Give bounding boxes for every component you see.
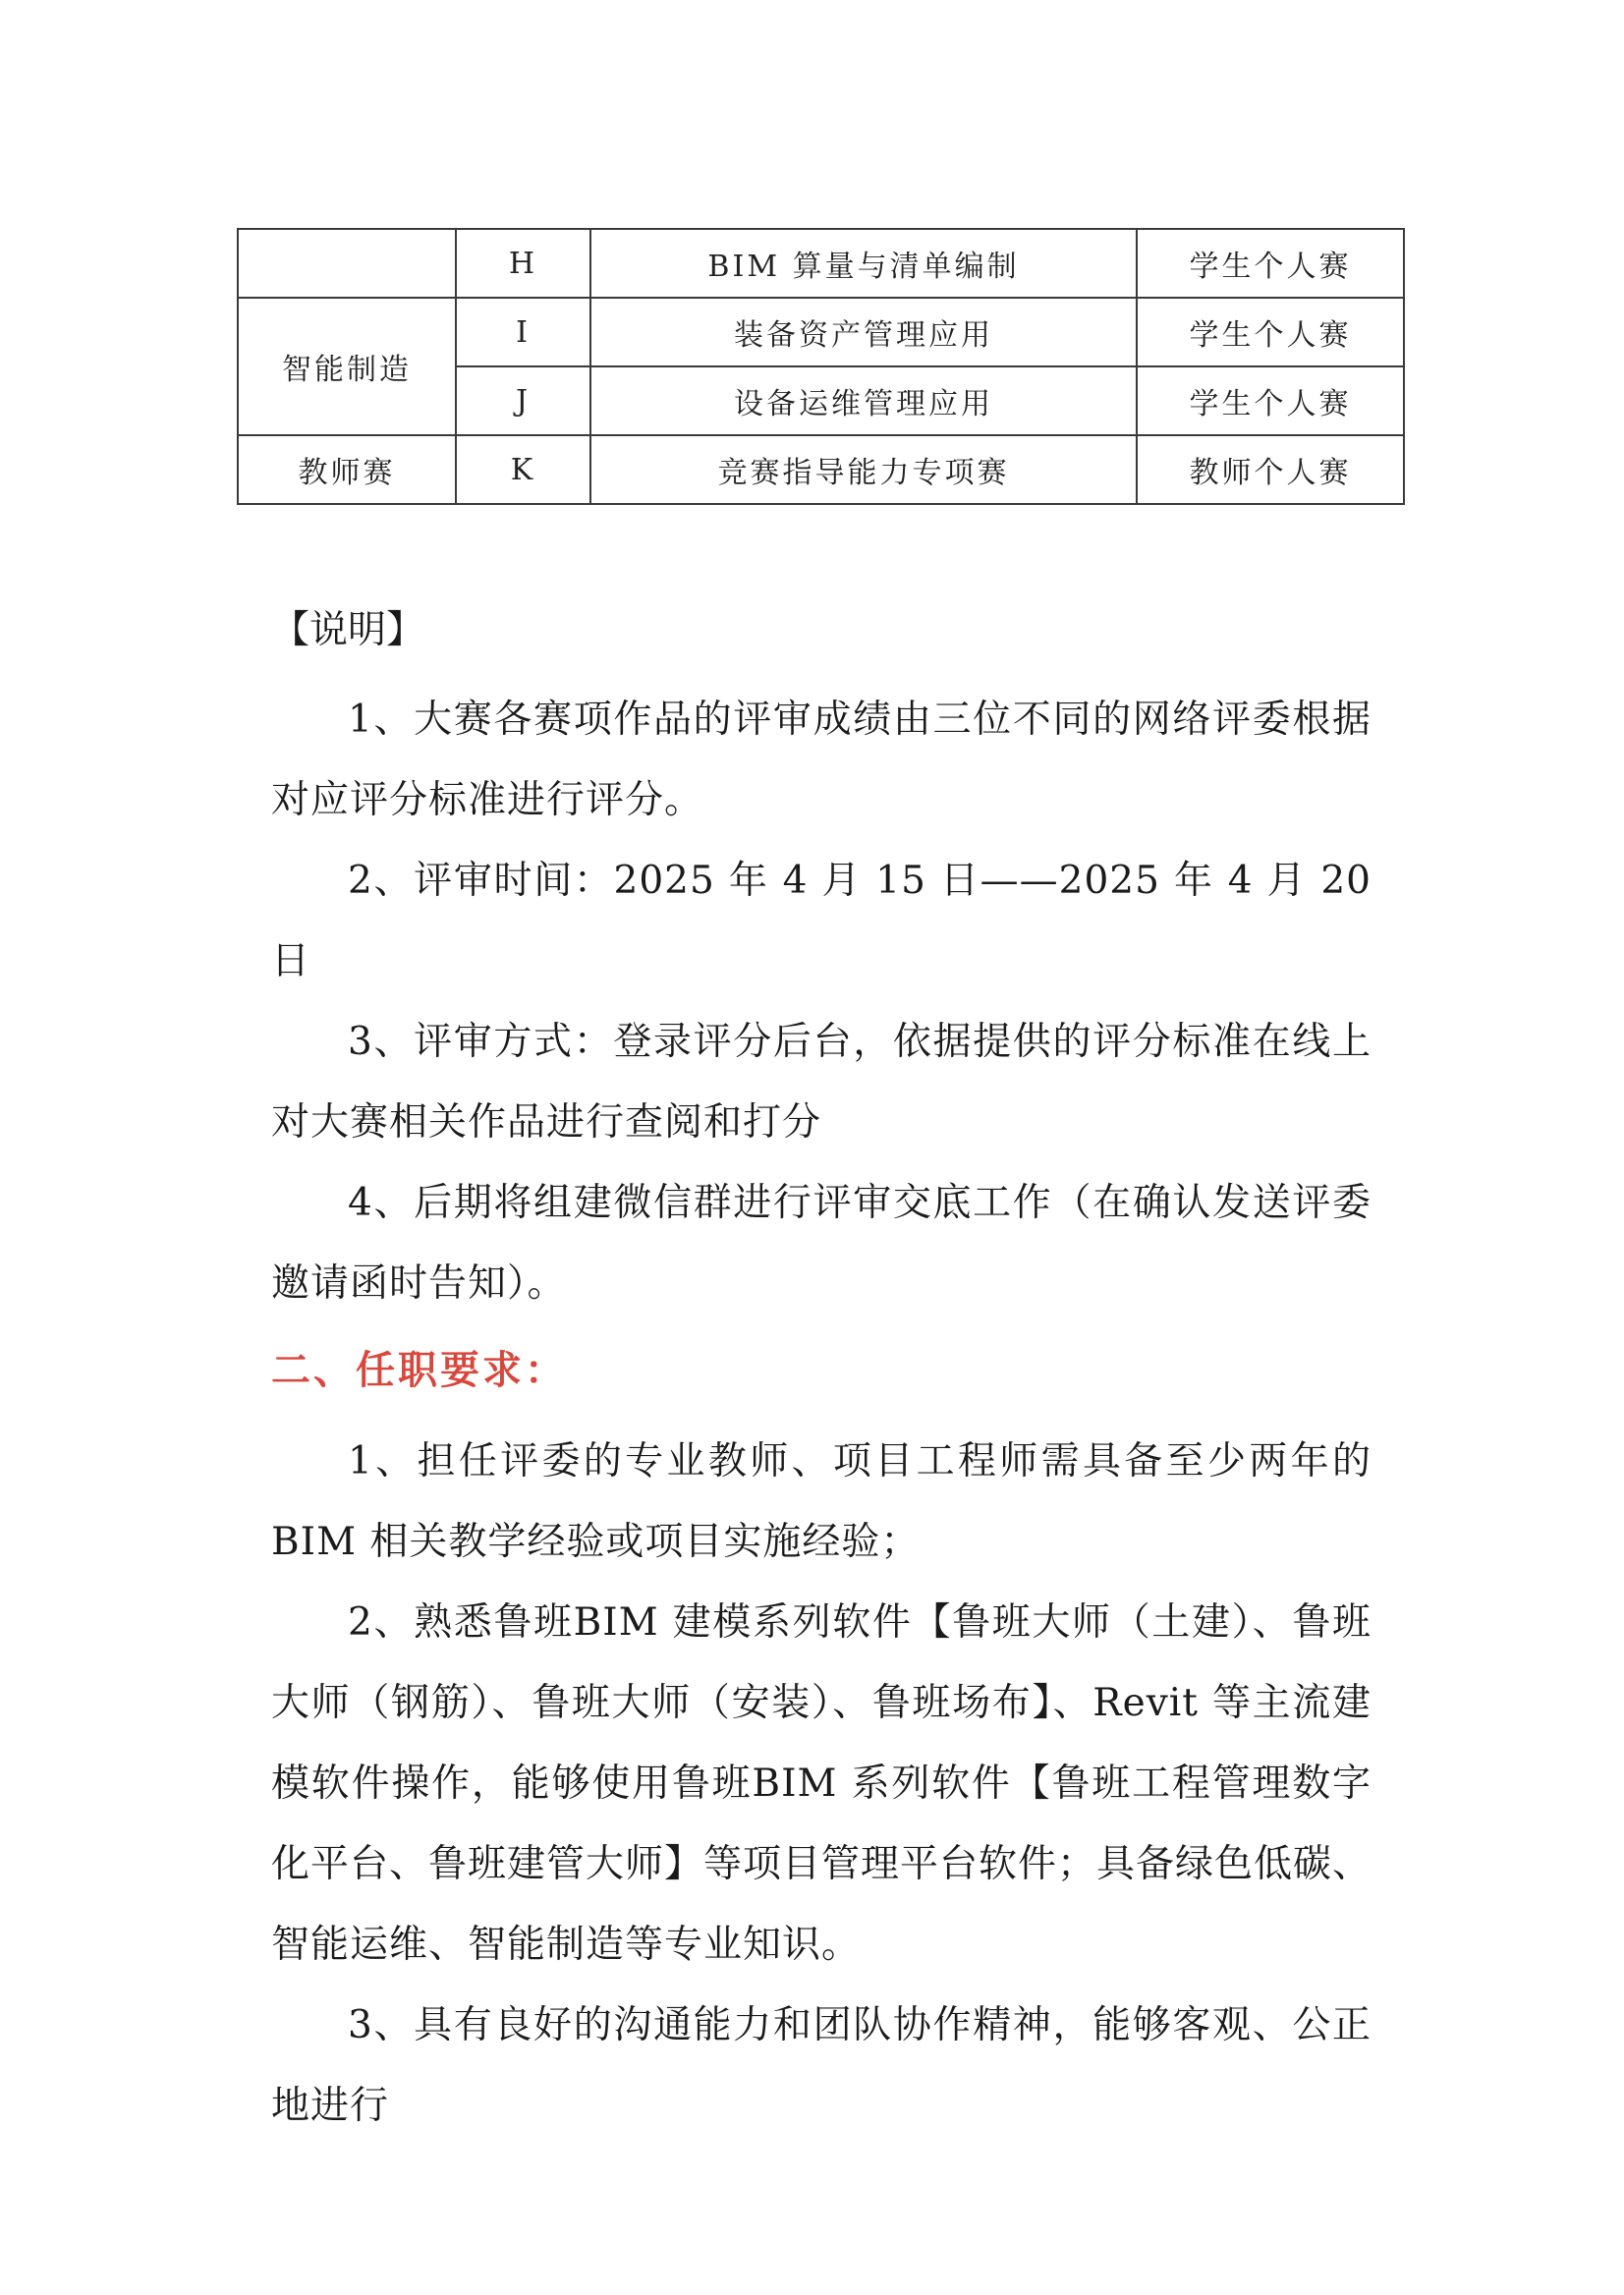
- table-row: [238, 435, 1404, 504]
- events-table: [237, 228, 1405, 505]
- note-item: 3、评审方式：登录评分后台，依据提供的评分标准在线上对大赛相关作品进行查阅和打分: [271, 1020, 1372, 1145]
- code-cell: K: [456, 435, 590, 504]
- event-name-cell: 设备运维管理应用: [590, 366, 1137, 435]
- event-name-cell: 竞赛指导能力专项赛: [590, 435, 1137, 504]
- category-cell: [238, 229, 456, 298]
- note-item: 1、大赛各赛项作品的评审成绩由三位不同的网络评委根据对应评分标准进行评分。: [271, 698, 1372, 822]
- notes-list: [271, 680, 1372, 1324]
- notes-heading: 【说明】: [271, 608, 425, 652]
- note-item: 4、后期将组建微信群进行评审交底工作（在确认发送评委邀请函时告知）。: [271, 1181, 1372, 1306]
- category-cell: 教师赛: [238, 435, 456, 504]
- requirements-list: [271, 1422, 1372, 2147]
- requirement-item: 3、具有良好的沟通能力和团队协作精神，能够客观、公正地进行: [271, 2003, 1372, 2128]
- event-type-cell: 学生个人赛: [1137, 229, 1404, 298]
- event-type-cell: 学生个人赛: [1137, 298, 1404, 366]
- table-row: [238, 229, 1404, 298]
- category-cell: 智能制造: [238, 298, 456, 435]
- code-cell: J: [456, 366, 590, 435]
- code-cell: H: [456, 229, 590, 298]
- requirement-item: 2、熟悉鲁班BIM 建模系列软件【鲁班大师（土建）、鲁班大师（钢筋）、鲁班大师（安装）、鲁班场布】、Revit 等主流建模软件操作，能够使用鲁班BIM 系列软件【鲁班工程管理数字化平台、鲁班建管大师】等项目管理平台软件；具备绿色低碳、智能运维、智能制造等专业知识。: [271, 1600, 1372, 1967]
- table-row: [238, 298, 1404, 366]
- section-title: 二、任职要求：: [271, 1348, 567, 1393]
- event-name-cell: BIM 算量与清单编制: [590, 229, 1137, 298]
- requirement-item: 1、担任评委的专业教师、项目工程师需具备至少两年的BIM 相关教学经验或项目实施经验；: [271, 1439, 1372, 1564]
- note-item: 2、评审时间：2025 年 4 月 15 日——2025 年 4 月 20 日: [271, 859, 1372, 983]
- event-name-cell: 装备资产管理应用: [590, 298, 1137, 366]
- event-type-cell: 学生个人赛: [1137, 366, 1404, 435]
- event-type-cell: 教师个人赛: [1137, 435, 1404, 504]
- code-cell: I: [456, 298, 590, 366]
